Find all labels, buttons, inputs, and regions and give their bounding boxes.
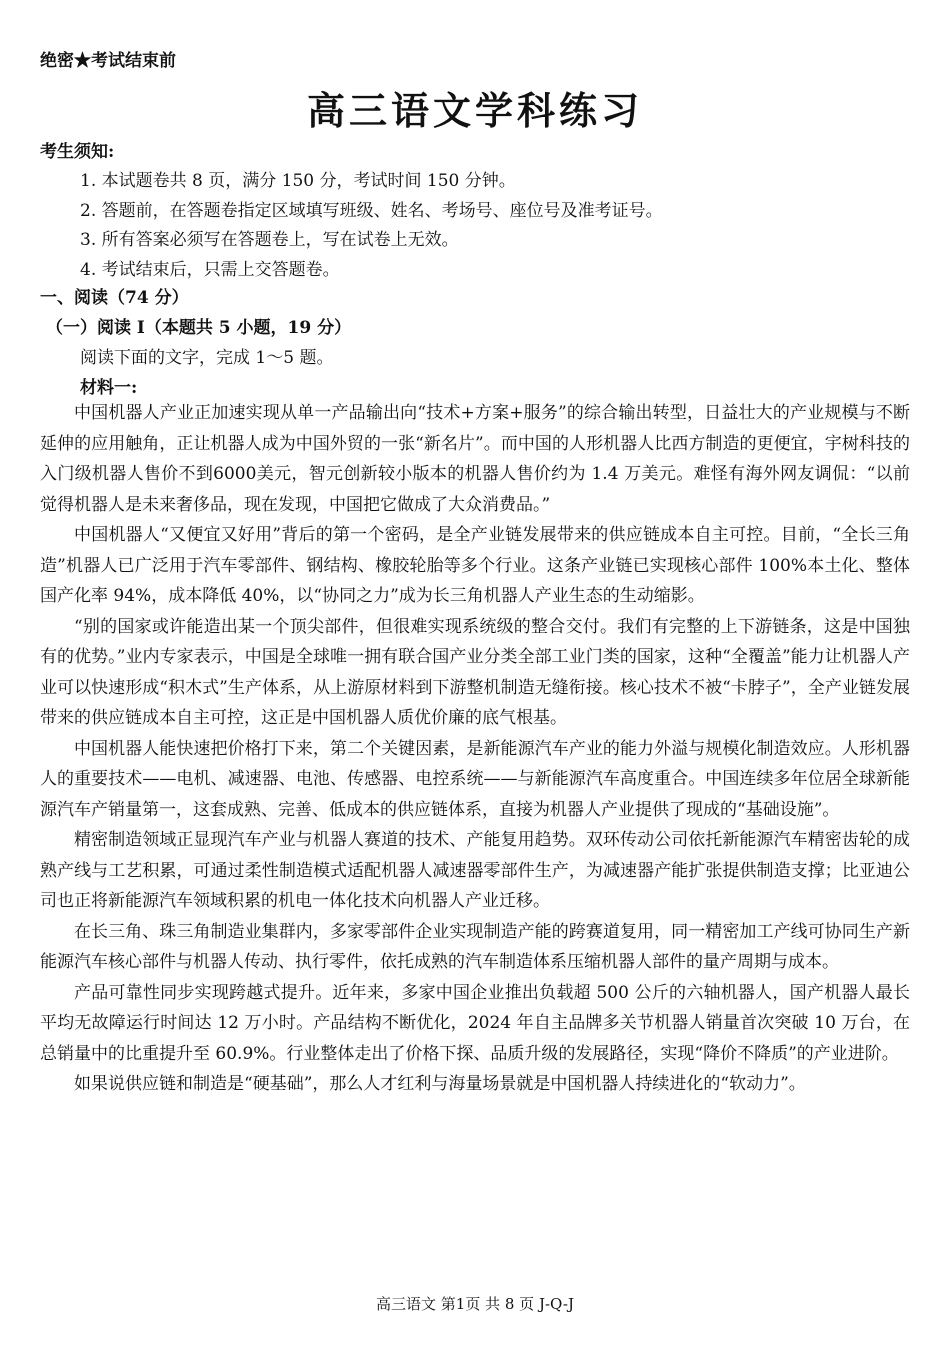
material-label: 材料一: [80, 378, 138, 398]
paragraph: 中国机器人能快速把价格打下来，第二个关键因素，是新能源汽车产业的能力外溢与规模化制造效应。人形机器人的重要技术——电机、减速器、电池、传感器、电控系统——与新能源汽车高度重合。中国连续多年位居全球新能源汽车产销量第一，这套成熟、完善、低成本的供应链体系，直接为机器人产业提供了现成的“基础设施”。 [40, 738, 910, 820]
paragraph: 产品可靠性同步实现跨越式提升。近年来，多家中国企业推出负载超 500 公斤的六轴机器人，国产机器人最长平均无故障运行时间达 12 万小时。产品结构不断优化，2024 年自主品牌多关节机器人销量首次突破 10 万台，在总销量中的比重提升至 60.9%。行业整体走出了价格下探、品质升级的发展路径，实现“降价不降质”的产业进阶。 [40, 982, 910, 1064]
notice-item: 2. 答题前，在答题卷指定区域填写班级、姓名、考场号、座位号及准考证号。 [80, 200, 663, 221]
page-title: 高三语文学科练习 [306, 88, 643, 133]
page-footer: 高三语文 第1页 共 8 页 J-Q-J [376, 1295, 574, 1313]
instruction: 阅读下面的文字，完成 1～5 题。 [80, 348, 334, 368]
paragraph: 中国机器人产业正加速实现从单一产品输出向“技术+方案+服务”的综合输出转型，日益壮大的产业规模与不断延伸的应用触角，正让机器人成为中国外贸的一张“新名片”。而中国的人形机器人比西方制造的更便宜，宇树科技的入门级机器人售价不到6000美元，智元创新较小版本的机器人售价约为 1.4 万美元。难怪有海外网友调侃：“以前觉得机器人是未来奢侈品，现在发现，中国把它做成了大众消费品。” [40, 403, 910, 515]
paragraph: 精密制造领域正显现汽车产业与机器人赛道的技术、产能复用趋势。双环传动公司依托新能源汽车精密齿轮的成熟产线与工艺积累，可通过柔性制造模式适配机器人减速器零部件生产，为减速器产能扩张提供制造支撑；比亚迪公司也正将新能源汽车领域积累的机电一体化技术向机器人产业迁移。 [40, 830, 910, 911]
sub-heading: （一）阅读 I（本题共 5 小题，19 分） [46, 318, 352, 338]
part-heading: 一、阅读（74 分） [40, 288, 189, 308]
notice-item: 3. 所有答案必须写在答题卷上，写在试卷上无效。 [80, 230, 459, 250]
notice-item: 1. 本试题卷共 8 页，满分 150 分，考试时间 150 分钟。 [80, 171, 516, 191]
reading-body [40, 398, 910, 1100]
secret-mark: 绝密★考试结束前 [40, 51, 176, 71]
paragraph: 如果说供应链和制造是“硬基础”，那么人才红利与海量场景就是中国机器人持续进化的“软动力”。 [74, 1074, 806, 1094]
paragraph: “别的国家或许能造出某一个顶尖部件，但很难实现系统级的整合交付。我们有完整的上下游链条，这是中国独有的优势。”业内专家表示，中国是全球唯一拥有联合国产业分类全部工业门类的国家，这种“全覆盖”能力让机器人产业可以快速形成“积木式”生产体系，从上游原材料到下游整机制造无缝衔接。核心技术不被“卡脖子”，全产业链发展带来的供应链成本自主可控，这正是中国机器人质优价廉的底气根基。 [40, 616, 910, 728]
paragraph: 中国机器人“又便宜又好用”背后的第一个密码，是全产业链发展带来的供应链成本自主可控。目前，“全长三角造”机器人已广泛用于汽车零部件、钢结构、橡胶轮胎等多个行业。这条产业链已实现核心部件 100%本土化、整体国产化率 94%，成本降低 40%，以“协同之力”成为长三角机器人产业生态的生动缩影。 [40, 525, 910, 606]
exam-notice [40, 138, 910, 285]
paragraph: 在长三角、珠三角制造业集群内，多家零部件企业实现制造产能的跨赛道复用，同一精密加工产线可协同生产新能源汽车核心部件与机器人传动、执行零件，依托成熟的汽车制造体系压缩机器人部件的量产周期与成本。 [40, 921, 910, 972]
notice-item: 4. 考试结束后，只需上交答题卷。 [80, 259, 340, 280]
notice-heading: 考生须知: [40, 142, 115, 162]
reading-section-header [40, 283, 910, 403]
